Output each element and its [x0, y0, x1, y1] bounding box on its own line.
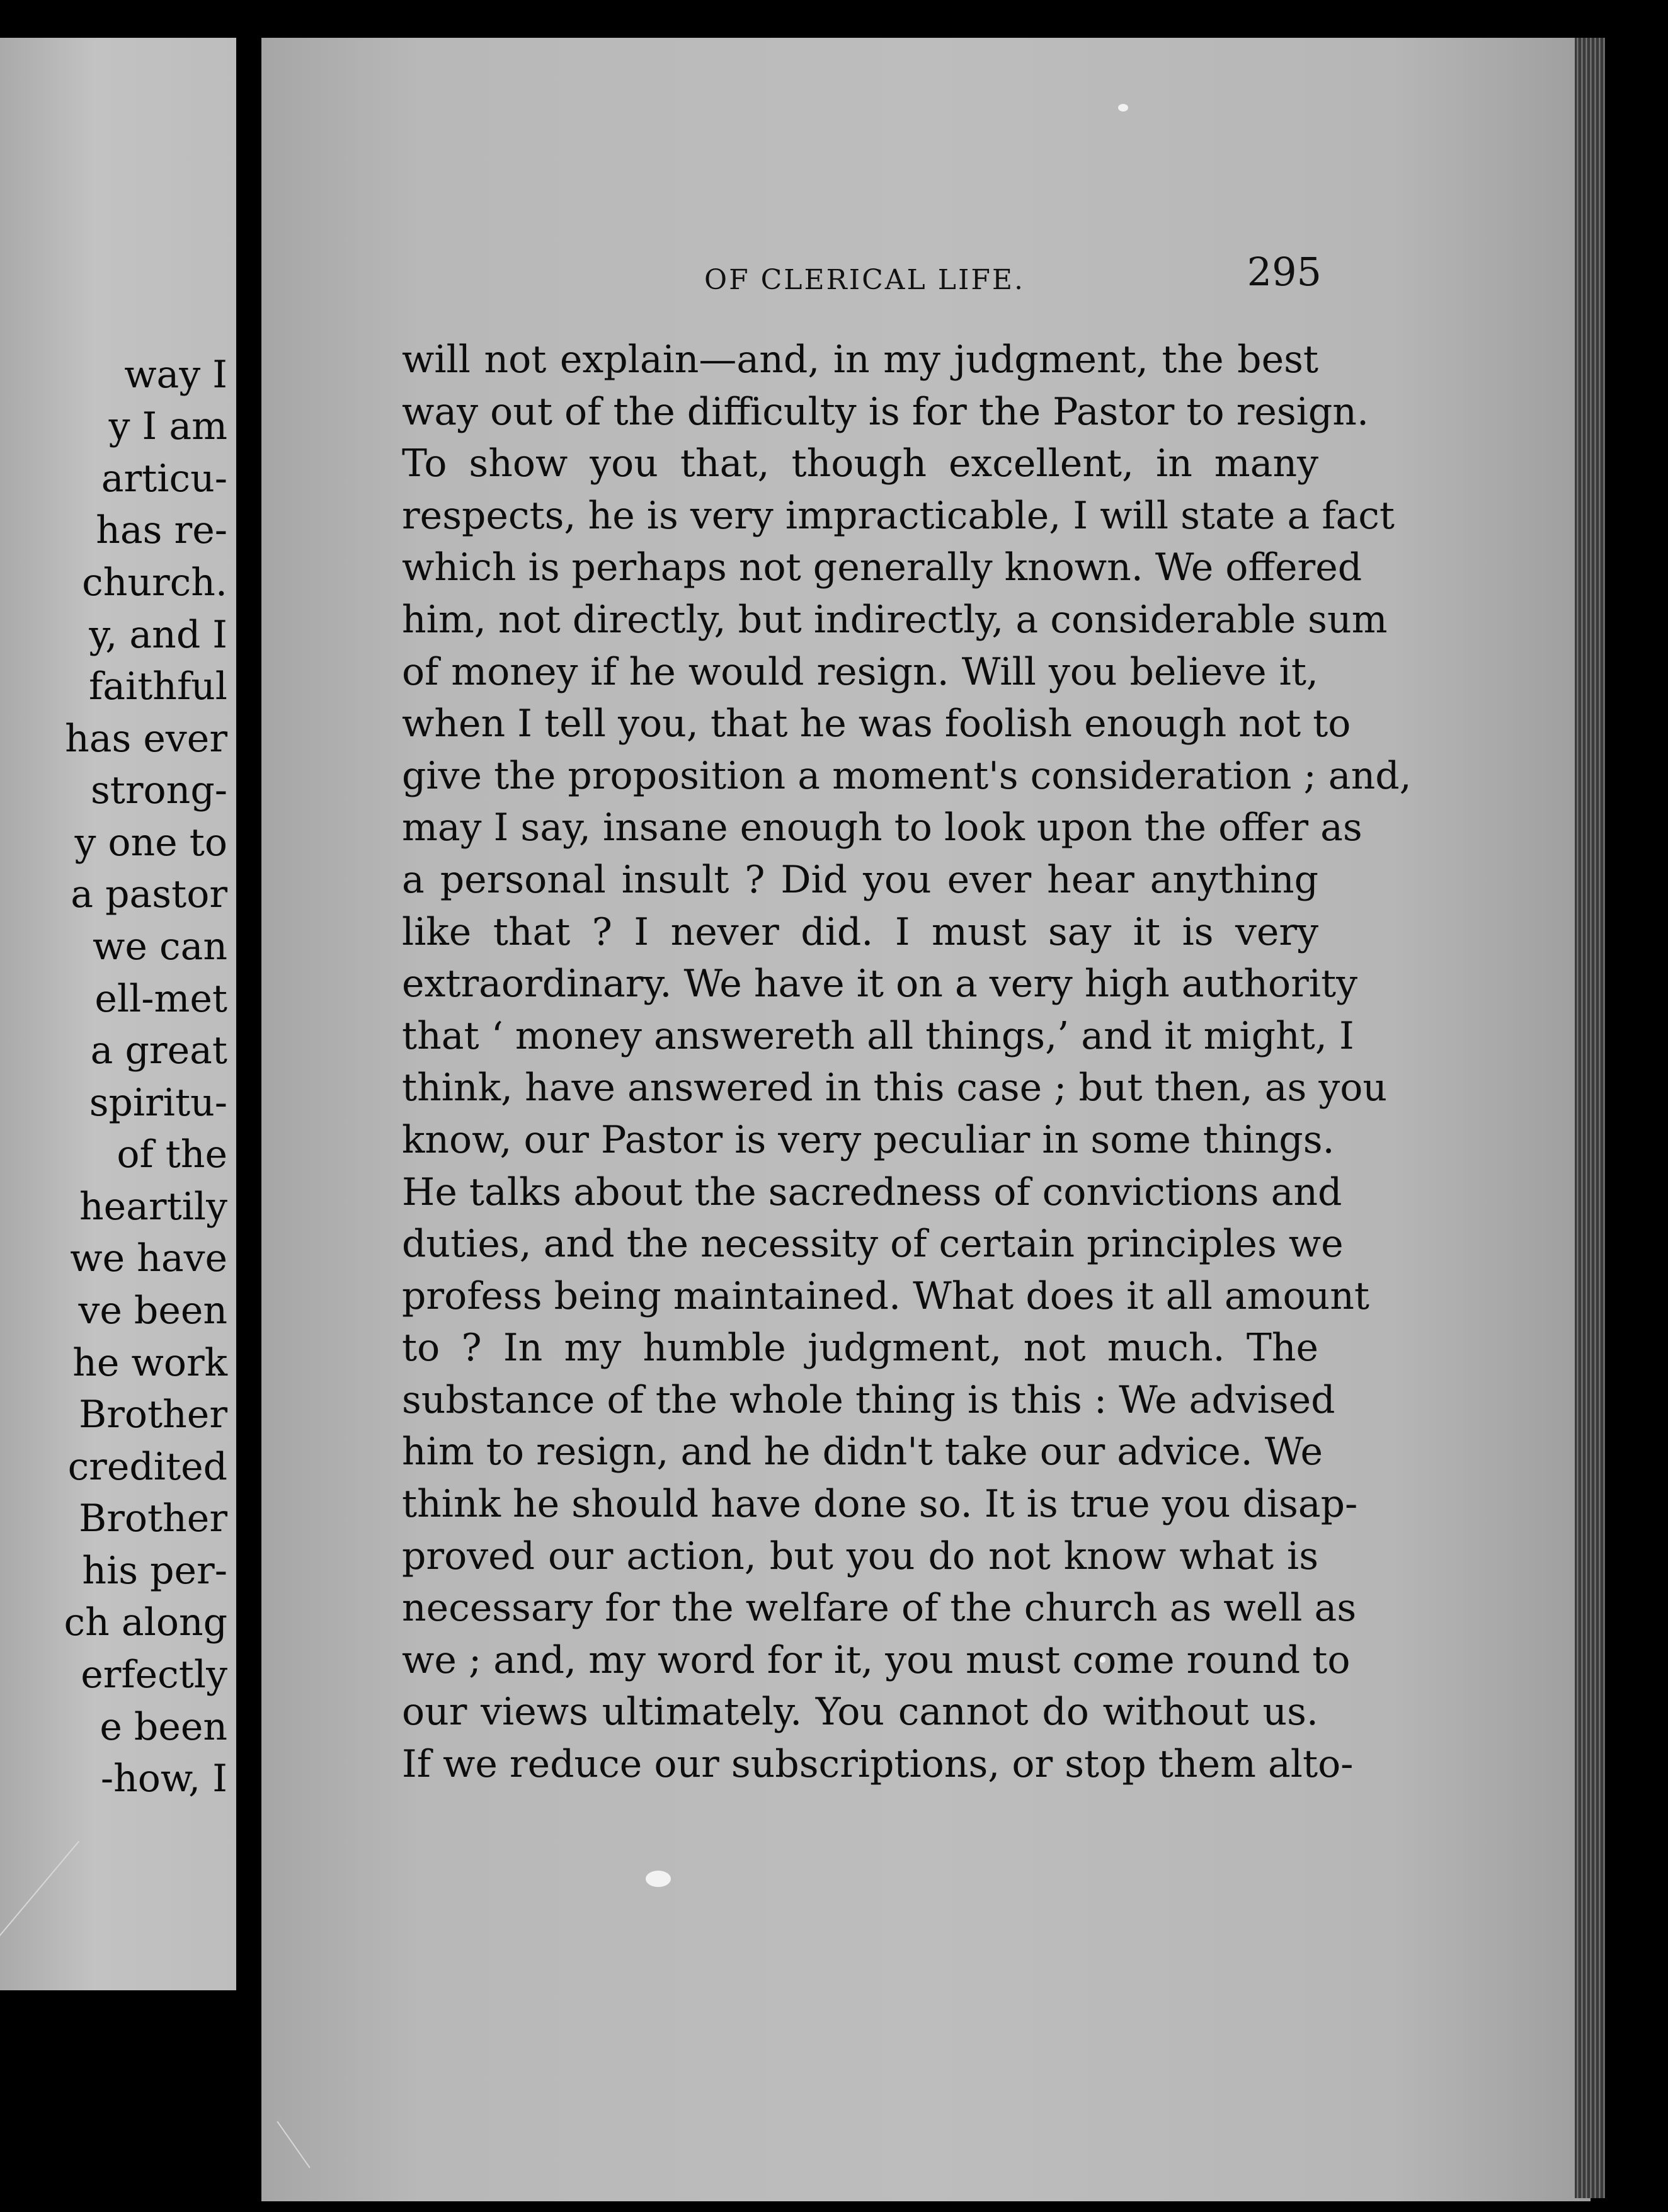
text-line: may I say, insane enough to look upon the offer as [402, 806, 1362, 850]
text-line: proved our action, but you do not know what is [402, 1534, 1318, 1578]
text-line: we ; and, my word for it, you must come round to [402, 1638, 1351, 1682]
body-text [402, 334, 1412, 1791]
text-line: like that ? I never did. I must say it is very [402, 909, 1318, 954]
text-line: know, our Pastor is very peculiar in some things. [402, 1117, 1335, 1162]
left-page-line: of the [117, 1132, 227, 1177]
text-line: To show you that, though excellent, in many [402, 442, 1318, 486]
paper-scratch [277, 2121, 310, 2169]
left-page-line: ch along [64, 1600, 227, 1645]
left-page-line: -how, I [100, 1757, 227, 1801]
left-page-line: Brother [79, 1393, 227, 1437]
paper-scratch [0, 1841, 79, 1938]
text-line: If we reduce our subscriptions, or stop them alto- [402, 1742, 1354, 1787]
text-line: necessary for the welfare of the church as well as [402, 1586, 1357, 1631]
left-page-line: a great [90, 1029, 227, 1073]
text-line: our views ultimately. You cannot do without us. [402, 1690, 1318, 1735]
left-page-line: we can [93, 925, 227, 969]
left-page-line: y, and I [89, 613, 227, 657]
left-page [0, 38, 236, 1990]
left-page-line: erfectly [81, 1653, 227, 1697]
text-line: substance of the whole thing is this : We advised [402, 1377, 1335, 1422]
left-page-line: y I am [108, 404, 227, 448]
left-page-line: heartily [79, 1185, 227, 1229]
left-page-line: his per- [82, 1549, 227, 1593]
text-line: think he should have done so. It is true you disap- [402, 1482, 1358, 1527]
left-page-line: ell-met [94, 977, 227, 1021]
text-line: him, not directly, but indirectly, a considerable sum [402, 597, 1388, 642]
left-page-line: way I [124, 353, 227, 397]
text-line: when I tell you, that he was foolish enough not to [402, 702, 1351, 746]
left-page-line: spiritu- [89, 1081, 227, 1125]
text-line: way out of the difficulty is for the Pastor to resign. [402, 389, 1369, 434]
left-page-line: Brother [79, 1497, 227, 1541]
text-line: duties, and the necessity of certain principles we [402, 1222, 1344, 1267]
left-page-line: has re- [96, 508, 227, 552]
text-line: that ‘ money answereth all things,’ and it might, I [402, 1013, 1354, 1058]
text-line: think, have answered in this case ; but then, as you [402, 1066, 1388, 1110]
text-line: give the proposition a moment's consideration ; and, [402, 753, 1412, 798]
paper-speck [646, 1871, 671, 1887]
left-page-line: we have [70, 1236, 227, 1280]
left-page-line: e been [100, 1705, 227, 1749]
left-page-line: has ever [65, 717, 227, 761]
paper-speck [1118, 104, 1128, 111]
left-page-line: faithful [89, 664, 227, 709]
text-line: to ? In my humble judgment, not much. The [402, 1326, 1318, 1371]
text-line: profess being maintained. What does it all amount [402, 1274, 1370, 1318]
text-line: will not explain—and, in my judgment, the best [402, 338, 1318, 382]
text-line: which is perhaps not generally known. We offered [402, 545, 1362, 590]
left-page-line: y one to [74, 821, 227, 865]
left-page-line: ve been [78, 1289, 227, 1333]
text-line: extraordinary. We have it on a very high authority [402, 962, 1357, 1006]
left-page-line: credited [67, 1445, 227, 1489]
text-line: of money if he would resign. Will you believe it, [402, 649, 1318, 694]
left-page-line: a pastor [71, 872, 227, 916]
book-gutter [236, 0, 261, 2212]
left-page-line: strong- [90, 768, 227, 812]
page-number: 295 [1247, 249, 1322, 295]
left-page-line: he work [72, 1341, 227, 1385]
text-line: He talks about the sacredness of convictions and [402, 1170, 1342, 1214]
text-line: him to resign, and he didn't take our advice. We [402, 1430, 1323, 1474]
text-line: respects, he is very impracticable, I will state a fact [402, 493, 1395, 538]
left-page-line: articu- [101, 457, 227, 501]
running-head: OF CLERICAL LIFE. [704, 264, 1025, 296]
text-line: a personal insult ? Did you ever hear anything [402, 857, 1318, 902]
left-page-line: church. [82, 561, 227, 605]
page-stack-edge [1575, 38, 1605, 2198]
